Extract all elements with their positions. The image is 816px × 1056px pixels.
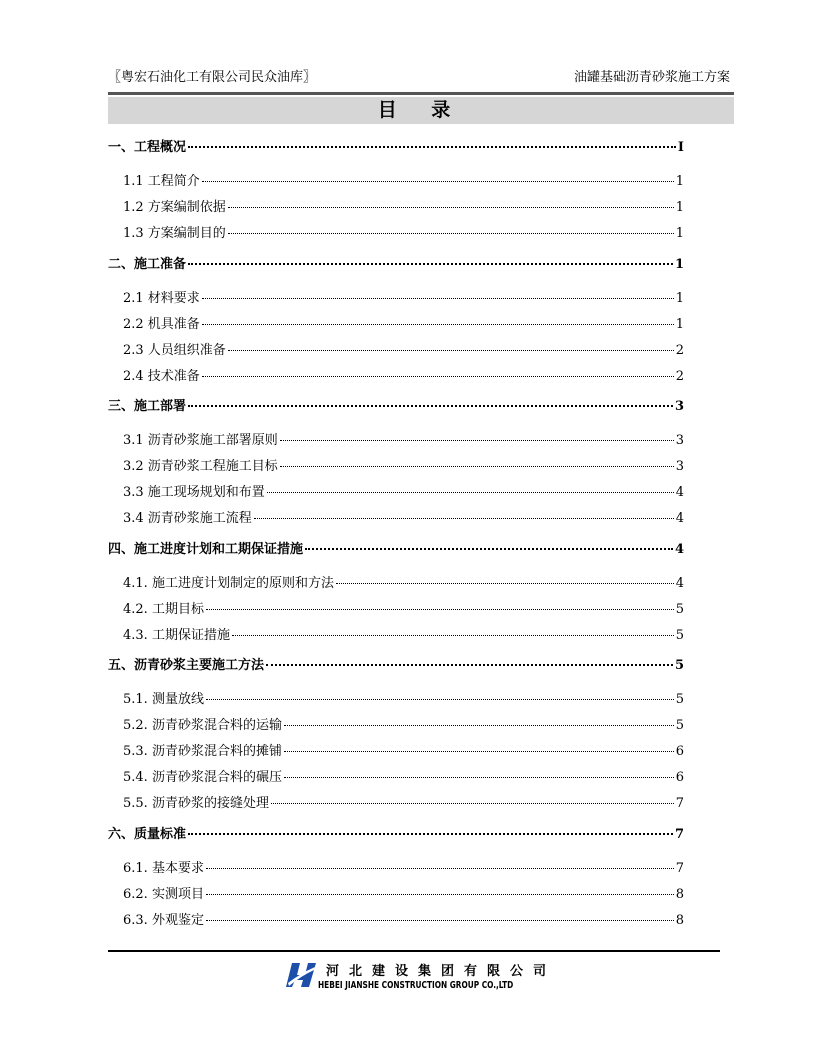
toc-subsection-entry[interactable]	[108, 507, 684, 527]
toc-dot-leader	[202, 324, 674, 325]
header-rule	[108, 92, 734, 95]
toc-subsection-entry[interactable]	[108, 792, 684, 812]
toc-entry-page: 4	[675, 485, 684, 500]
toc-subsection-entry[interactable]	[108, 598, 684, 618]
toc-section-entry[interactable]	[108, 538, 684, 558]
toc-dot-leader	[202, 376, 674, 377]
toc-dot-leader	[284, 751, 674, 752]
toc-dot-leader	[284, 777, 674, 778]
toc-entry-page: 5	[675, 718, 684, 733]
toc-entry-label: 6.3. 外观鉴定	[123, 913, 204, 928]
toc-entry-label: 五、沥青砂浆主要施工方法	[108, 658, 265, 673]
toc-section-entry[interactable]	[108, 253, 684, 273]
toc-entry-page: 5	[675, 628, 684, 643]
toc-entry-label: 2.2 机具准备	[123, 317, 200, 332]
toc-entry-label: 2.1 材料要求	[123, 291, 200, 306]
toc-dot-leader	[206, 894, 674, 895]
toc-subsection-entry[interactable]	[108, 714, 684, 734]
company-name-cn: 河北建设集团有限公司	[326, 964, 557, 979]
toc-dot-leader	[228, 207, 674, 208]
toc-dot-leader	[188, 405, 673, 407]
toc-entry-label: 4.1. 施工进度计划制定的原则和方法	[123, 576, 334, 591]
toc-entry-label: 5.3. 沥青砂浆混合料的摊铺	[123, 744, 282, 759]
toc-entry-page: 4	[674, 542, 684, 557]
toc-subsection-entry[interactable]	[108, 740, 684, 760]
toc-dot-leader	[206, 699, 674, 700]
toc-entry-page: 7	[675, 796, 684, 811]
toc-subsection-entry[interactable]	[108, 313, 684, 333]
toc-subsection-entry[interactable]	[108, 624, 684, 644]
company-logo-icon	[286, 961, 316, 989]
toc-entry-label: 4.2. 工期目标	[123, 602, 204, 617]
toc-entry-page: 8	[675, 887, 684, 902]
toc-entry-label: 5.1. 测量放线	[123, 692, 204, 707]
toc-entry-label: 5.4. 沥青砂浆混合料的碾压	[123, 770, 282, 785]
toc-entry-page: 6	[675, 770, 684, 785]
toc-entry-label: 1.2 方案编制依据	[123, 200, 226, 215]
toc-subsection-entry[interactable]	[108, 222, 684, 242]
toc-entry-label: 5.2. 沥青砂浆混合料的运输	[123, 718, 282, 733]
toc-dot-leader	[228, 350, 674, 351]
toc-entry-label: 3.1 沥青砂浆施工部署原则	[123, 433, 278, 448]
toc-dot-leader	[206, 868, 674, 869]
toc-dot-leader	[284, 725, 674, 726]
toc-entry-page: 6	[675, 744, 684, 759]
toc-dot-leader	[336, 583, 674, 584]
toc-dot-leader	[188, 263, 673, 265]
toc-entry-label: 2.4 技术准备	[123, 369, 200, 384]
header-right-text: 油罐基础沥青砂浆施工方案	[573, 70, 730, 85]
toc-entry-page: 5	[675, 602, 684, 617]
toc-dot-leader	[188, 146, 676, 148]
toc-entry-page: 2	[675, 369, 684, 384]
toc-subsection-entry[interactable]	[108, 766, 684, 786]
toc-dot-leader	[266, 664, 673, 666]
toc-subsection-entry[interactable]	[108, 883, 684, 903]
toc-dot-leader	[280, 440, 674, 441]
toc-entry-page: 1	[675, 291, 684, 306]
toc-entry-page: 1	[675, 200, 684, 215]
toc-entry-page: 3	[675, 433, 684, 448]
toc-dot-leader	[206, 920, 674, 921]
toc-dot-leader	[202, 298, 674, 299]
toc-entry-page: 7	[674, 827, 684, 842]
toc-dot-leader	[206, 609, 674, 610]
toc-subsection-entry[interactable]	[108, 365, 684, 385]
toc-section-entry[interactable]	[108, 395, 684, 415]
toc-subsection-entry[interactable]	[108, 688, 684, 708]
toc-subsection-entry[interactable]	[108, 572, 684, 592]
toc-entry-label: 二、施工准备	[108, 257, 187, 272]
toc-dot-leader	[254, 518, 674, 519]
toc-entry-label: 六、质量标准	[108, 827, 187, 842]
toc-subsection-entry[interactable]	[108, 429, 684, 449]
toc-entry-label: 1.1 工程简介	[123, 174, 200, 189]
toc-subsection-entry[interactable]	[108, 339, 684, 359]
toc-entry-page: I	[677, 140, 684, 155]
footer-rule	[108, 950, 720, 952]
toc-entry-page: 5	[674, 658, 684, 673]
toc-title: 目 录	[108, 97, 734, 124]
toc-subsection-entry[interactable]	[108, 287, 684, 307]
toc-dot-leader	[267, 492, 674, 493]
toc-entry-label: 4.3. 工期保证措施	[123, 628, 230, 643]
toc-entry-label: 三、施工部署	[108, 399, 187, 414]
toc-section-entry[interactable]	[108, 136, 684, 156]
toc-dot-leader	[188, 833, 673, 835]
toc-entry-label: 6.2. 实测项目	[123, 887, 204, 902]
toc-section-entry[interactable]	[108, 654, 684, 674]
toc-subsection-entry[interactable]	[108, 196, 684, 216]
toc-subsection-entry[interactable]	[108, 909, 684, 929]
toc-entry-page: 4	[675, 576, 684, 591]
toc-dot-leader	[228, 233, 674, 234]
toc-subsection-entry[interactable]	[108, 170, 684, 190]
toc-entry-page: 3	[674, 399, 684, 414]
toc-entry-page: 1	[675, 174, 684, 189]
toc-dot-leader	[232, 635, 674, 636]
toc-entry-label: 一、工程概况	[108, 140, 187, 155]
toc-entry-page: 1	[675, 317, 684, 332]
toc-dot-leader	[271, 803, 674, 804]
toc-subsection-entry[interactable]	[108, 481, 684, 501]
toc-subsection-entry[interactable]	[108, 857, 684, 877]
toc-section-entry[interactable]	[108, 823, 684, 843]
toc-entry-page: 7	[675, 861, 684, 876]
toc-entry-label: 2.3 人员组织准备	[123, 343, 226, 358]
toc-entry-page: 1	[675, 226, 684, 241]
toc-dot-leader	[202, 181, 674, 182]
toc-entry-label: 3.2 沥青砂浆工程施工目标	[123, 459, 278, 474]
toc-entry-label: 3.4 沥青砂浆施工流程	[123, 511, 252, 526]
toc-entry-page: 3	[675, 459, 684, 474]
header-left-text: 〖粤宏石油化工有限公司民众油库〗	[108, 70, 317, 85]
toc-entry-label: 1.3 方案编制目的	[123, 226, 226, 241]
toc-entry-label: 四、施工进度计划和工期保证措施	[108, 542, 304, 557]
toc-dot-leader	[280, 466, 674, 467]
toc-subsection-entry[interactable]	[108, 455, 684, 475]
toc-entry-page: 5	[675, 692, 684, 707]
company-name-en: HEBEI JIANSHE CONSTRUCTION GROUP CO.,LTD	[318, 980, 514, 991]
toc-entry-page: 8	[675, 913, 684, 928]
toc-entry-label: 6.1. 基本要求	[123, 861, 204, 876]
toc-dot-leader	[305, 548, 673, 550]
toc-entry-label: 5.5. 沥青砂浆的接缝处理	[123, 796, 269, 811]
toc-entry-page: 2	[675, 343, 684, 358]
toc-entry-page: 4	[675, 511, 684, 526]
toc-entry-label: 3.3 施工现场规划和布置	[123, 485, 265, 500]
toc-entry-page: 1	[674, 257, 684, 272]
